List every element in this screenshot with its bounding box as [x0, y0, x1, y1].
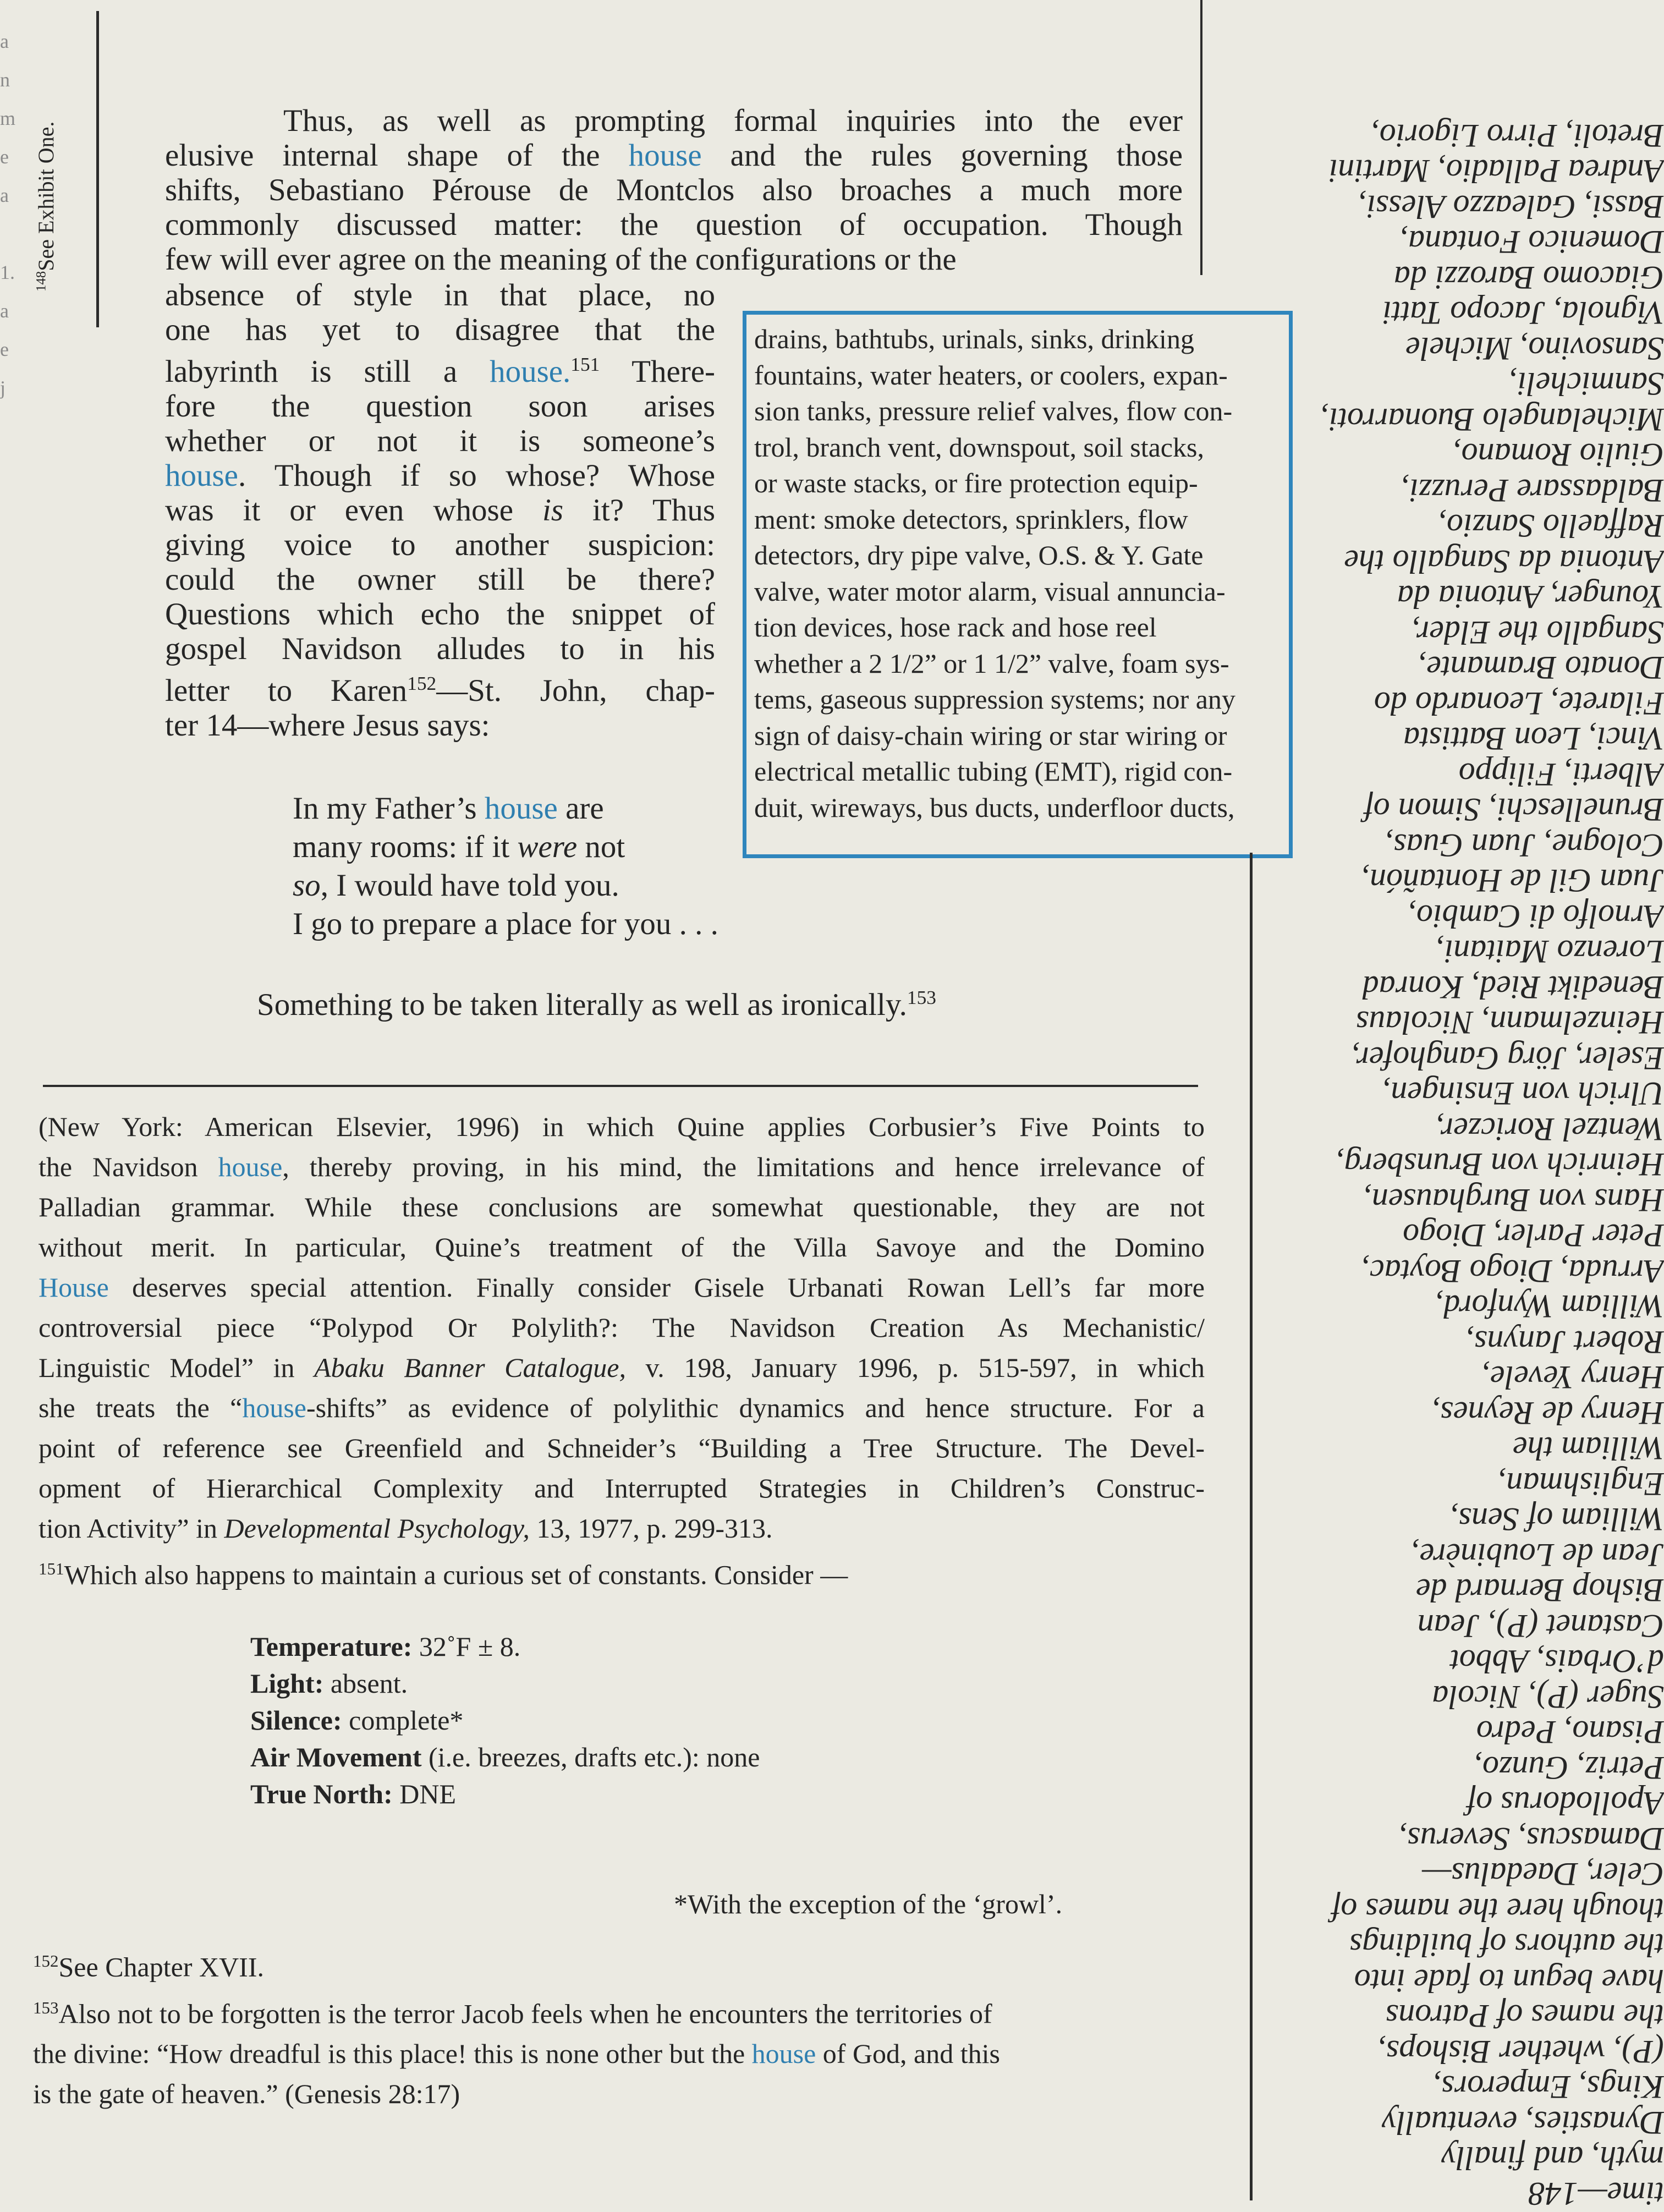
- text-run: was it or even whose: [165, 493, 543, 528]
- footnote-152: [33, 1941, 1210, 1988]
- constant-item: [250, 1776, 1075, 1813]
- house-word: house: [242, 1392, 306, 1423]
- house-word: House: [39, 1272, 109, 1303]
- after-quote: [257, 980, 1137, 1022]
- text-run: I go to prepare a place for you . . .: [293, 907, 718, 941]
- asterisk-note: *With the exception of the ‘growl’.: [674, 1889, 1063, 1919]
- text-run: . Though if so whose? Whose: [238, 458, 715, 493]
- footnote-ref: 151: [570, 354, 600, 375]
- footnote-153-line: [33, 2074, 1210, 2114]
- text-run: gospel Navidson alludes to in his: [165, 632, 715, 666]
- footnote-continuation: [39, 1107, 1205, 1595]
- margin-bleed: a n m e a 1. a e j: [0, 30, 16, 399]
- gospel-quote: [293, 789, 788, 943]
- text-run: labyrinth is still a: [165, 354, 490, 389]
- italic-run: so: [293, 868, 321, 903]
- quote-line: [293, 789, 788, 828]
- footnote-rule: [43, 1085, 1198, 1087]
- footnote-line: [39, 1227, 1205, 1267]
- constant-key: Temperature:: [250, 1631, 413, 1662]
- text-line: [165, 347, 715, 389]
- house-word: house: [484, 791, 558, 826]
- text-run: 13, 1977, p. 299-313.: [529, 1513, 773, 1544]
- paragraph-top: [165, 103, 1183, 277]
- text-run: the divine: “How dreadful is this place! this is none other but the: [33, 2038, 752, 2070]
- text-line: [165, 242, 1183, 277]
- footnote-line: [39, 1107, 1205, 1147]
- house-word: house: [751, 2038, 816, 2070]
- footnote-line: [39, 1187, 1205, 1227]
- text-run: letter to Karen: [165, 673, 408, 708]
- text-run: Palladian grammar. While these conclusions are somewhat questionable, they are not: [39, 1192, 1205, 1222]
- side-label-text: See Exhibit One.: [34, 121, 58, 271]
- text-line: [165, 312, 715, 347]
- constants-list: [250, 1628, 1075, 1813]
- footnote-line: [39, 1267, 1205, 1308]
- footnote-number: 153: [33, 1997, 59, 2017]
- text-run: one has yet to disagree that the: [165, 312, 715, 347]
- text-run: many rooms: if it: [293, 830, 518, 864]
- text-run: giving voice to another suspicion:: [165, 528, 715, 562]
- text-line: [165, 173, 1183, 207]
- constant-value: absent.: [323, 1668, 408, 1699]
- text-run: -shifts” as evidence of polylithic dynamics and hence structure. For a: [306, 1392, 1205, 1423]
- footnote-153-line: [33, 2034, 1210, 2074]
- text-run: fore the question soon arises: [165, 389, 715, 424]
- text-line: [165, 458, 715, 493]
- text-run: Questions which echo the snippet of: [165, 597, 715, 632]
- text-run: , I would have told you.: [320, 868, 619, 903]
- paragraph-left: [165, 278, 715, 743]
- footnotes-bottom: [33, 1941, 1210, 2114]
- quote-line: [293, 905, 788, 943]
- text-line: [165, 424, 715, 458]
- text-run: (New York: American Elsevier, 1996) in which Quine applies Corbusier’s Five Points to: [39, 1111, 1205, 1142]
- text-run: is the gate of heaven.” (Genesis 28:17): [33, 2078, 460, 2110]
- text-run: v. 198, January 1996, p. 515-597, in which: [625, 1352, 1205, 1383]
- side-rule: [96, 11, 99, 327]
- fire-protection-box: drains, bathtubs, urinals, sinks, drinking fountains, water heaters, or coolers, expan- sion tanks, pressure relief valves, flow con- trol, branch vent, downspout, soil stacks, or waste stacks, or fire protection equip- ment: smoke detectors, sprinklers, flow detectors, dry pipe valve, O.S. & Y. Gate valve, water motor alarm, visual annuncia- tion devices, hose rack and hose reel whether a 2 1/2” or 1 1/2” valve, foam sys- tems, gaseous suppression systems; nor any sign of daisy-chain wiring or star wiring or electrical metallic tubing (EMT), rigid con- duit, wireways, bus ducts, underfloor ducts,: [743, 311, 1293, 858]
- italic-run: Abaku Banner Catalogue,: [314, 1352, 626, 1383]
- text-line: [165, 708, 715, 743]
- text-run: commonly discussed matter: the question of occupation. Though: [165, 207, 1183, 242]
- text-run: Linguistic Model” in: [39, 1352, 315, 1383]
- constant-key: Light:: [250, 1668, 324, 1699]
- text-run: are: [557, 791, 604, 826]
- constant-key: True North:: [250, 1779, 393, 1809]
- text-line: [165, 632, 715, 666]
- text-line: [165, 528, 715, 562]
- italic-run: Developmental Psychology,: [224, 1513, 530, 1544]
- text-run: of God, and this: [816, 2038, 1000, 2070]
- text-line: [165, 389, 715, 424]
- constant-key: Silence:: [250, 1705, 342, 1736]
- footnote-line: [39, 1428, 1205, 1468]
- house-word: house: [165, 458, 238, 493]
- text-run: and the rules governing those: [701, 138, 1183, 173]
- text-run: opment of Hierarchical Complexity and Interrupted Strategies in Children’s Construc-: [39, 1473, 1205, 1503]
- constant-value: 32˚F ± 8.: [412, 1631, 521, 1662]
- footnote-153-line: [33, 1988, 1210, 2034]
- text-run: absence of style in that place, no: [165, 278, 715, 312]
- text-line: [165, 666, 715, 708]
- footnote-line: [39, 1388, 1205, 1428]
- text-run: There-: [600, 354, 715, 389]
- text-run: point of reference see Greenfield and Schneider’s “Building a Tree Structure. The Devel-: [39, 1432, 1205, 1463]
- text-run: shifts, Sebastiano Pérouse de Montclos also broaches a much more: [165, 173, 1183, 207]
- constant-key: Air Movement: [250, 1742, 422, 1772]
- text-run: few will ever agree on the meaning of the configurations or the: [165, 242, 957, 277]
- text-run: , thereby proving, in his mind, the limitations and hence irrelevance of: [282, 1151, 1205, 1182]
- text-line: [165, 138, 1183, 173]
- text-line: [165, 103, 1183, 138]
- constant-item: [250, 1739, 1075, 1776]
- text-run: not: [577, 830, 625, 864]
- house-word: house.: [490, 354, 571, 389]
- footnote-line: [39, 1508, 1205, 1549]
- text-run: In my Father’s: [293, 791, 485, 826]
- text-run: tion Activity” in: [39, 1513, 224, 1544]
- footnote-ref-153: 153: [907, 987, 936, 1008]
- text-line: [165, 278, 715, 312]
- text-run: ter 14—where Jesus says:: [165, 708, 490, 743]
- side-label: [33, 122, 59, 292]
- text-line: [165, 597, 715, 632]
- text-run: it? Thus: [563, 493, 715, 528]
- italic-run: is: [542, 493, 564, 528]
- text-run: she treats the “: [39, 1392, 243, 1423]
- constant-item: [250, 1628, 1075, 1665]
- text-line: [165, 562, 715, 597]
- architect-names-column: time—148 myth, and finally Dynasties, eventually Kings, Emperors, (P), whether Bishops, the names of Patrons have begun to fade into the authors of buildings though here the names of Celer, Daedalus— Damascus, Severus, Apollodorus of Petriz, Gunzo, Pisano, Pedro Suger (P), Nicola d’Orbais, Abbot Castanet (P), Jean Bishop Bernard de Jean de Loubinère, William of Sens, Englishman, William the Henry de Reynes, Henry Yevele, Robert Janyns, William Wynford, Arruda, Diogo Boytac, Peter Parler, Diogo Hans von Burghausen, Heinrich von Brunsberg, Wentzel Roriczer, Ulrich von Ensingen, Eseler, Jörg Ganghofer, Heinzelmann, Nicolaus Benedikt Ried, Konrad Lorenzo Maitani, Arnolfo di Cambio, Juan Gil de Hontañón, Cologne, Juan Guas, Brunelleschi, Simon of Alberti, Filippo Vinci, Leon Battista Filarete, Leonardo do Donato Bramante, Sangallo the Elder, Younger, Antonia da Antonia da Sangallo the Raffaello Sanzio, Baldassare Peruzzi, Giulio Romano, Michelangelo Buonarroti, Sanmicheli, Sansovino, Michele Vignola, Jacopo Tatti Giacomo Barozzi da Domenico Fontana, Bassi, Galeazzo Alessi, Andrea Palladio, Martini Bretoli, Pirro Ligorio,: [1320, 118, 1664, 2212]
- house-word: house: [628, 138, 702, 173]
- quote-line: [293, 866, 788, 905]
- house-word: house: [218, 1151, 283, 1182]
- footnote-152-text: See Chapter XVII.: [58, 1951, 264, 1983]
- after-quote-text: Something to be taken literally as well as ironically.: [257, 987, 907, 1022]
- side-label-number: 148: [34, 271, 49, 292]
- text-run: could the owner still be there?: [165, 562, 715, 597]
- right-column-rule-top: [1200, 0, 1202, 275]
- constant-value: (i.e. breezes, drafts etc.): none: [421, 1742, 760, 1772]
- constant-value: DNE: [392, 1779, 457, 1809]
- text-run: Thus, as well as prompting formal inquiries into the ever: [283, 103, 1183, 138]
- constant-item: [250, 1665, 1075, 1702]
- text-line: [165, 207, 1183, 242]
- text-run: elusive internal shape of the: [165, 138, 629, 173]
- text-line: [165, 493, 715, 528]
- footnote-ref: 152: [407, 673, 437, 694]
- footnote-151: [39, 1549, 1205, 1595]
- text-run: the Navidson: [39, 1151, 218, 1182]
- footnote-line: [39, 1308, 1205, 1348]
- text-run: Also not to be forgotten is the terror Jacob feels when he encounters the territories of: [58, 1998, 992, 2029]
- text-run: controversial piece “Polypod Or Polylith?: The Navidson Creation As Mechanistic/: [39, 1312, 1205, 1343]
- footnote-line: [39, 1147, 1205, 1187]
- footnote-151-number: 151: [39, 1559, 64, 1578]
- constant-value: complete*: [342, 1705, 464, 1736]
- footnote-line: [39, 1348, 1205, 1388]
- constant-item: [250, 1702, 1075, 1739]
- footnote-151-text: Which also happens to maintain a curious set of constants. Consider —: [64, 1559, 848, 1590]
- text-run: deserves special attention. Finally consider Gisele Urbanati Rowan Lell’s far more: [108, 1272, 1205, 1303]
- text-run: without merit. In particular, Quine’s treatment of the Villa Savoye and the Domino: [39, 1232, 1205, 1263]
- quote-line: [293, 828, 788, 866]
- text-run: —St. John, chap-: [436, 673, 715, 708]
- text-run: whether or not it is someone’s: [165, 424, 715, 458]
- italic-run: were: [517, 830, 578, 864]
- footnote-152-number: 152: [33, 1951, 59, 1971]
- footnote-line: [39, 1468, 1205, 1508]
